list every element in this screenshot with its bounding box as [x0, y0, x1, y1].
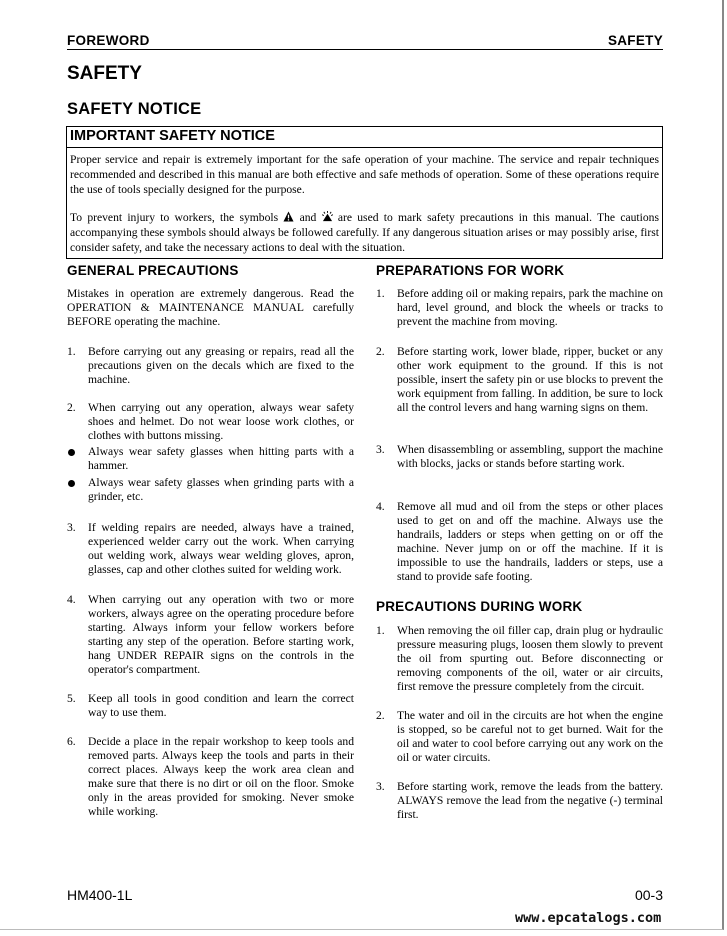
explosion-hazard-icon: [322, 211, 333, 222]
important-notice-title: IMPORTANT SAFETY NOTICE: [70, 128, 275, 144]
header-rule: [67, 49, 663, 50]
item-number: 1.: [67, 345, 76, 358]
item-number: 2.: [67, 401, 76, 414]
item-number: 6.: [67, 735, 76, 748]
item-text: Remove all mud and oil from the steps or other places used to get on and off the machine. Always use the handrails, ladders or steps when getting on or off the machine. Never jump on or off the machine. If it is impossible to use the handrails, ladders or steps, use a stand to provide safe footing.: [397, 500, 663, 583]
footer-model: HM400-1L: [67, 887, 133, 903]
item-text: Keep all tools in good condition and learn the correct way to use them.: [88, 692, 354, 719]
footer-page-number: 00-3: [634, 887, 663, 903]
bullet-icon: [68, 480, 75, 487]
item-number: 4.: [376, 500, 385, 513]
item-text: Before adding oil or making repairs, park the machine on hard, level ground, and block the wheels or tracks to prevent the machine from moving.: [397, 287, 663, 328]
item-number: 3.: [376, 780, 385, 793]
header-chapter: SAFETY: [607, 33, 663, 48]
watermark: www.epcatalogs.com: [515, 910, 662, 926]
item-text: When disassembling or assembling, support the machine with blocks, jacks or stands before starting work.: [397, 443, 663, 470]
item-text: Always wear safety glasses when hitting parts with a hammer.: [88, 445, 354, 472]
item-text: Always wear safety glasses when grinding parts with a grinder, etc.: [88, 476, 354, 503]
section-subtitle: SAFETY NOTICE: [67, 100, 202, 118]
p2-after-text: are used to mark safety precautions in this manual. The cautions accompanying these symbols should always be followed carefully. If any dangerous situation arises or may possibly arise, first consider safety, and take the necessary actions to deal with the situation.: [70, 211, 659, 254]
important-notice-paragraph-1: Proper service and repair is extremely important for the safe operation of your machine. The service and repair techniques recommended and described in this manual are both effective and safe methods of operation. Some of these operations require the use of tools specially designed for the purpose.: [70, 153, 659, 196]
item-text: When removing the oil filler cap, drain plug or hydraulic pressure measuring plugs, loosen them slowly to prevent the oil from spurting out. Before disconnecting or removing components of the oil, water or air circuits, first remove the pressure completely from the circuit.: [397, 624, 663, 693]
during-work-heading: PRECAUTIONS DURING WORK: [376, 599, 583, 614]
important-notice-rule: [67, 147, 662, 148]
p2-before-text: To prevent injury to workers, the symbols: [70, 211, 279, 224]
general-precautions-heading: GENERAL PRECAUTIONS: [67, 263, 239, 278]
important-notice-paragraph-2: [70, 210, 659, 255]
item-number: 2.: [376, 709, 385, 722]
item-number: 3.: [376, 443, 385, 456]
item-number: 1.: [376, 287, 385, 300]
general-intro: Mistakes in operation are extremely dangerous. Read the OPERATION & MAINTENANCE MANUAL carefully BEFORE operating the machine.: [67, 287, 354, 328]
page-title: SAFETY: [67, 63, 142, 84]
warning-triangle-icon: [283, 211, 294, 222]
header-section: FOREWORD: [67, 33, 150, 48]
item-text: When carrying out any operation, always wear safety shoes and helmet. Do not wear loose work clothes, or clothes with buttons missing.: [88, 401, 354, 442]
item-text: Before carrying out any greasing or repairs, read all the precautions given on the decals which are fixed to the machine.: [88, 345, 354, 386]
bullet-icon: [68, 449, 75, 456]
item-text: Before starting work, remove the leads from the battery. ALWAYS remove the lead from the negative (-) terminal first.: [397, 780, 663, 821]
item-number: 5.: [67, 692, 76, 705]
item-number: 2.: [376, 345, 385, 358]
item-text: The water and oil in the circuits are hot when the engine is stopped, so be careful not to get burned. Wait for the oil and water to cool before carrying out any work on the oil or water circuits.: [397, 709, 663, 764]
item-text: When carrying out any operation with two or more workers, always agree on the operating procedure before starting. Always inform your fellow workers before starting any step of the operation. Before starting work, hang UNDER REPAIR signs on the controls in the operator's compartment.: [88, 593, 354, 676]
item-number: 3.: [67, 521, 76, 534]
p2-and-text: and: [299, 211, 317, 224]
item-text: Before starting work, lower blade, ripper, bucket or any other work equipment to the ground. If this is not possible, insert the safety pin or use blocks to prevent the work equipment from falling. In addition, be sure to lock all the control levers and hang warning signs on them.: [397, 345, 663, 414]
item-text: Decide a place in the repair workshop to keep tools and removed parts. Always keep the tools and parts in their correct places. Always keep the work area clean and make sure that there is no dirt or oil on the floor. Smoke only in the areas provided for smoking. Never smoke while working.: [88, 735, 354, 818]
important-notice-box: [66, 126, 663, 259]
item-text: If welding repairs are needed, always have a trained, experienced welder carry out the work. When carrying out welding work, always wear welding gloves, apron, glasses, cap and other clothes suited for welding work.: [88, 521, 354, 576]
item-number: 4.: [67, 593, 76, 606]
preparations-heading: PREPARATIONS FOR WORK: [376, 263, 565, 278]
item-number: 1.: [376, 624, 385, 637]
